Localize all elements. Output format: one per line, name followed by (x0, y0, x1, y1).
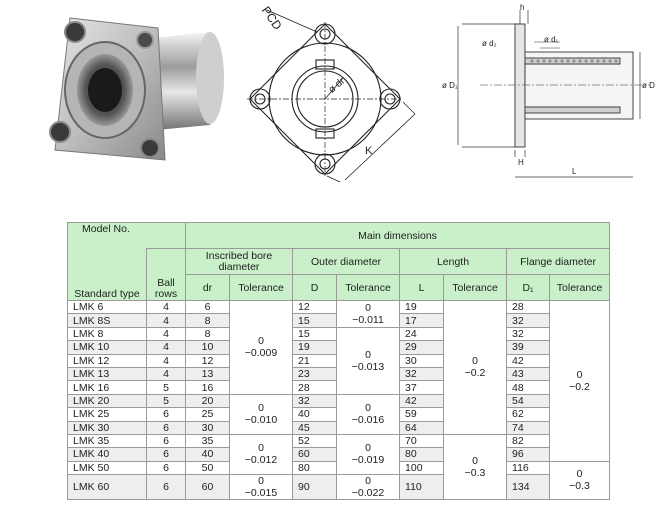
D-cell: 15 (293, 327, 337, 340)
model-cell: LMK 16 (68, 381, 147, 394)
L-tolerance-header: Tolerance (444, 275, 507, 301)
D1-cell: 32 (507, 314, 550, 327)
ball-rows-cell: 4 (147, 301, 186, 314)
L-cell: 37 (400, 381, 444, 394)
model-cell: LMK 12 (68, 354, 147, 367)
model-cell: LMK 40 (68, 448, 147, 461)
spec-table (67, 222, 610, 500)
D1-cell: 28 (507, 301, 550, 314)
dr-header: dr (186, 275, 230, 301)
L-tolerance-cell (444, 434, 507, 499)
tolerance-upper: 0 (365, 348, 371, 361)
ball-rows-cell: 6 (147, 421, 186, 434)
model-cell: LMK 35 (68, 434, 147, 447)
tolerance-lower: −0.012 (244, 454, 278, 467)
L-cell: 100 (400, 461, 444, 474)
D-cell: 21 (293, 354, 337, 367)
ball-rows-cell: 4 (147, 327, 186, 340)
standard-type-header: Standard type (68, 249, 147, 301)
dr-cell: 35 (186, 434, 230, 447)
L-header: L (400, 275, 444, 301)
D1-cell: 42 (507, 354, 550, 367)
model-cell: LMK 8S (68, 314, 147, 327)
tolerance-upper: 0 (472, 355, 478, 368)
dr-cell: 13 (186, 367, 230, 380)
dr-tolerance-cell (230, 434, 293, 474)
D1-tolerance-cell (550, 461, 610, 499)
L-cell: 80 (400, 448, 444, 461)
d1-label: ø d₁ (544, 35, 559, 44)
D-cell: 90 (293, 475, 337, 500)
dr-cell: 16 (186, 381, 230, 394)
L-cell: 59 (400, 408, 444, 421)
D-cell: 28 (293, 381, 337, 394)
D-tolerance-cell (337, 475, 400, 500)
dr-cell: 12 (186, 354, 230, 367)
D-cell: 12 (293, 301, 337, 314)
length-header: Length (400, 249, 507, 275)
dr-cell: 8 (186, 314, 230, 327)
model-cell: LMK 20 (68, 394, 147, 407)
d2-label: ø d₂ (482, 39, 497, 48)
ball-rows-cell: 6 (147, 461, 186, 474)
D1-label: ø D₁ (442, 81, 458, 90)
D-cell: 40 (293, 408, 337, 421)
H-label: H (518, 158, 524, 167)
tolerance-lower: −0.022 (351, 487, 385, 500)
ball-rows-cell: 6 (147, 448, 186, 461)
tolerance-lower: −0.011 (352, 313, 384, 326)
tolerance-upper: 0 (365, 442, 371, 455)
tolerance-upper: 0 (258, 442, 264, 455)
dr-cell: 50 (186, 461, 230, 474)
table-row (68, 327, 610, 340)
D-label: ø D (642, 81, 655, 90)
model-cell: LMK 50 (68, 461, 147, 474)
D-cell: 45 (293, 421, 337, 434)
model-cell: LMK 30 (68, 421, 147, 434)
dr-tolerance-cell (230, 475, 293, 500)
model-cell: LMK 6 (68, 301, 147, 314)
side-section-drawing (440, 2, 660, 182)
bearing-photo (40, 10, 240, 180)
tolerance-lower: −0.015 (244, 487, 278, 500)
tolerance-lower: −0.009 (244, 347, 278, 360)
L-cell: 17 (400, 314, 444, 327)
dr-cell: 20 (186, 394, 230, 407)
D-tolerance-header: Tolerance (337, 275, 400, 301)
ball-rows-cell: 6 (147, 408, 186, 421)
L-label: L (572, 167, 577, 176)
ball-rows-cell: 4 (147, 314, 186, 327)
table-row (68, 434, 610, 447)
ball-rows-cell: 4 (147, 367, 186, 380)
model-cell: LMK 13 (68, 367, 147, 380)
L-cell: 30 (400, 354, 444, 367)
D-tolerance-cell (337, 434, 400, 474)
tolerance-lower: −0.3 (464, 466, 486, 479)
inscribed-bore-header: Inscribed bore diameter (186, 249, 293, 275)
main-dimensions-header: Main dimensions (186, 223, 610, 249)
L-cell: 110 (400, 475, 444, 500)
tolerance-upper: 0 (365, 402, 371, 415)
L-cell: 19 (400, 301, 444, 314)
D1-tolerance-cell (550, 301, 610, 462)
dr-tolerance-header: Tolerance (230, 275, 293, 301)
ball-rows-cell: 4 (147, 354, 186, 367)
tolerance-lower: −0.2 (464, 367, 486, 380)
D-cell: 60 (293, 448, 337, 461)
dr-tolerance-cell (230, 301, 293, 395)
L-cell: 42 (400, 394, 444, 407)
tolerance-lower: −0.010 (244, 414, 278, 427)
tolerance-upper: 0 (258, 402, 264, 415)
tolerance-lower: −0.3 (569, 480, 590, 493)
L-tolerance-cell (444, 301, 507, 435)
model-cell: LMK 60 (68, 475, 147, 500)
D-tolerance-cell (337, 301, 400, 328)
dr-cell: 60 (186, 475, 230, 500)
ball-rows-cell: 5 (147, 381, 186, 394)
k-label: K (365, 145, 373, 157)
tolerance-upper: 0 (258, 475, 264, 488)
tolerance-upper: 0 (576, 468, 583, 481)
D-tolerance-cell (337, 394, 400, 434)
D-header: D (293, 275, 337, 301)
pcd-label: PCD (258, 3, 285, 33)
dr-cell: 10 (186, 341, 230, 354)
D1-cell: 96 (507, 448, 550, 461)
D1-cell: 43 (507, 367, 550, 380)
dr-cell: 6 (186, 301, 230, 314)
dr-cell: 8 (186, 327, 230, 340)
D1-cell: 54 (507, 394, 550, 407)
ball-rows-cell: 5 (147, 394, 186, 407)
tolerance-lower: −0.016 (351, 414, 385, 427)
tolerance-upper: 0 (258, 335, 264, 348)
model-no-header: Model No. (68, 223, 186, 249)
D1-cell: 134 (507, 475, 550, 500)
D1-cell: 82 (507, 434, 550, 447)
tolerance-lower: −0.2 (569, 380, 590, 393)
L-cell: 24 (400, 327, 444, 340)
table-row (68, 475, 610, 500)
flange-diameter-header: Flange diameter (507, 249, 610, 275)
outer-diameter-header: Outer diameter (293, 249, 400, 275)
h-label: h (520, 3, 525, 12)
model-cell: LMK 25 (68, 408, 147, 421)
model-cell: LMK 8 (68, 327, 147, 340)
dr-cell: 25 (186, 408, 230, 421)
tolerance-upper: 0 (576, 368, 583, 381)
ball-rows-cell: 4 (147, 341, 186, 354)
D-cell: 15 (293, 314, 337, 327)
tolerance-lower: −0.013 (351, 360, 385, 373)
ball-rows-header: Ball rows (147, 249, 186, 301)
D-cell: 19 (293, 341, 337, 354)
dr-tolerance-cell (230, 394, 293, 434)
D-cell: 32 (293, 394, 337, 407)
L-cell: 64 (400, 421, 444, 434)
L-cell: 70 (400, 434, 444, 447)
D1-cell: 32 (507, 327, 550, 340)
ball-rows-cell: 6 (147, 434, 186, 447)
D-cell: 52 (293, 434, 337, 447)
D-cell: 23 (293, 367, 337, 380)
L-cell: 32 (400, 367, 444, 380)
D1-cell: 74 (507, 421, 550, 434)
dr-cell: 40 (186, 448, 230, 461)
dr-label: ø dr (326, 75, 348, 96)
D1-cell: 116 (507, 461, 550, 474)
D1-cell: 39 (507, 341, 550, 354)
table-row (68, 394, 610, 407)
dr-cell: 30 (186, 421, 230, 434)
tolerance-upper: 0 (365, 301, 371, 314)
tolerance-lower: −0.019 (351, 454, 385, 467)
D1-header: D₁ (507, 275, 550, 301)
drawings-area (0, 0, 663, 215)
tolerance-upper: 0 (365, 475, 371, 488)
D1-cell: 62 (507, 408, 550, 421)
L-cell: 29 (400, 341, 444, 354)
front-view-drawing (245, 2, 430, 197)
tolerance-upper: 0 (472, 454, 478, 467)
D1-tolerance-header: Tolerance (550, 275, 610, 301)
model-cell: LMK 10 (68, 341, 147, 354)
D-cell: 80 (293, 461, 337, 474)
table-row (68, 301, 610, 314)
D-tolerance-cell (337, 327, 400, 394)
ball-rows-cell: 6 (147, 475, 186, 500)
D1-cell: 48 (507, 381, 550, 394)
